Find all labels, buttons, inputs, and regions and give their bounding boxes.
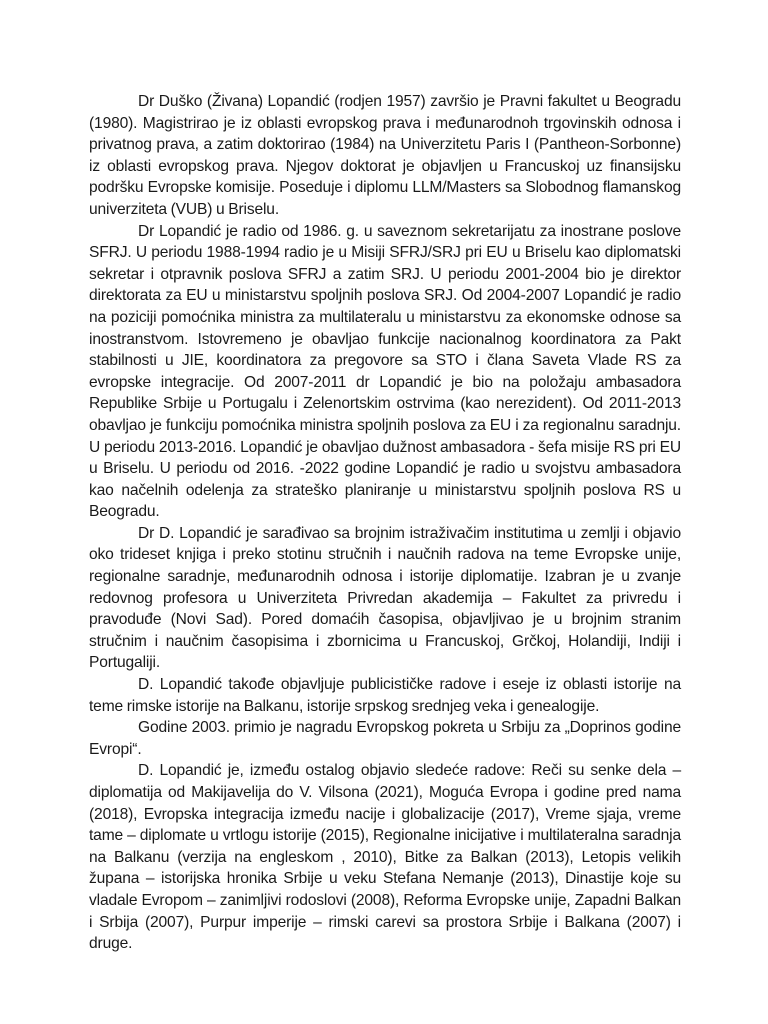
paragraph-publications: D. Lopandić je, između ostalog objavio sledeće radove: Reči su senke dela – diplomatija od Makijavelija do V. Vilsona (2021), Moguća Evropa i godine pred nama (2018), Evropska integracija između nacije i globalizacije (2017), Vreme sjaja, vreme tame – diplomate u vrtlogu istorije (2015), Regionalne inicijative i multilateralna saradnja na Balkanu (verzija na engleskom , 2010), Bitke za Balkan (2013), Letopis velikih župana – istorijska hronika Srbije u veku Stefana Nemanje (2013), Dinastije koje su vladale Evropom – zanimljivi rodoslovi (2008), Reforma Evropske unije, Zapadni Balkan i Srbija (2007), Purpur imperije – rimski carevi sa prostora Srbije i Balkana (2007) i druge. <box>89 762 681 953</box>
document-page <box>89 91 681 955</box>
paragraph-essays: D. Lopandić takođe objavljuje publicističke radove i eseje iz oblasti istorije na teme rimske istorije na Balkanu, istorije srpskog srednjeg veka i genealogije. <box>89 676 681 715</box>
paragraph-education: Dr Duško (Živana) Lopandić (rodjen 1957) završio je Pravni fakultet u Beogradu (1980). Magistrirao je iz oblasti evropskog prava i međunarodnoh trgovinskih odnosa i privatnog prava, a zatim doktorirao (1984) na Univerzitetu Paris I (Pantheon-Sorbonne) iz oblasti evropskog prava. Njegov doktorat je objavljen u Francuskoj uz finansijsku podršku Evropske komisije. Poseduje i diplomu LLM/Masters sa Slobodnog flamanskog univerziteta (VUB) u Briselu. <box>89 93 681 218</box>
paragraph-career: Dr Lopandić je radio od 1986. g. u saveznom sekretarijatu za inostrane poslove SFRJ. U periodu 1988-1994 radio je u Misiji SFRJ/SRJ pri EU u Briselu kao diplomatski sekretar i otpravnik poslova SFRJ a zatim SRJ. U periodu 2001-2004 bio je direktor direktorata za EU u ministarstvu spoljnih poslova SRJ. Od 2004-2007 Lopandić je radio na poziciji pomoćnika ministra za multilateralu u ministarstvu za ekonomske odnose sa inostranstvom. Istovremeno je obavljao funkcije nacionalnog koordinatora za Pakt stabilnosti u JIE, koordinatora za pregovore sa STO i člana Saveta Vlade RS za evropske integracije. Od 2007-2011 dr Lopandić je bio na položaju ambasadora Republike Srbije u Portugalu i Zelenortskim ostrvima (kao nerezident). Od 2011-2013 obavljao je funkciju pomoćnika ministra spoljnih poslova za EU i za regionalnu saradnju. U periodu 2013-2016. Lopandić je obavljao dužnost ambasadora - šefa misije RS pri EU u Briselu. U periodu od 2016. -2022 godine Lopandić je radio u svojstvu ambasadora kao načelnih odelenja za strateško planiranje u ministarstvu spoljnih poslova RS u Beogradu. <box>89 222 681 521</box>
paragraph-award: Godine 2003. primio je nagradu Evropskog pokreta u Srbiju za „Doprinos godine Evropi“. <box>89 719 681 758</box>
paragraph-research: Dr D. Lopandić je sarađivao sa brojnim istraživačim institutima u zemlji i objavio oko trideset knjiga i preko stotinu stručnih i naučnih radova na teme Evropske unije, regionalne saradnje, međunarodnih odnosa i istorije diplomatije. Izabran je u zvanje redovnog profesora u Univerziteta Privredan akademija – Fakultet za privredu i pravoduđe (Novi Sad). Pored domaćih časopisa, objavljivao je u brojnim stranim stručnim i naučnim časopisima i zbornicima u Francuskoj, Grčkoj, Holandiji, Indiji i Portugaliji. <box>89 524 681 672</box>
